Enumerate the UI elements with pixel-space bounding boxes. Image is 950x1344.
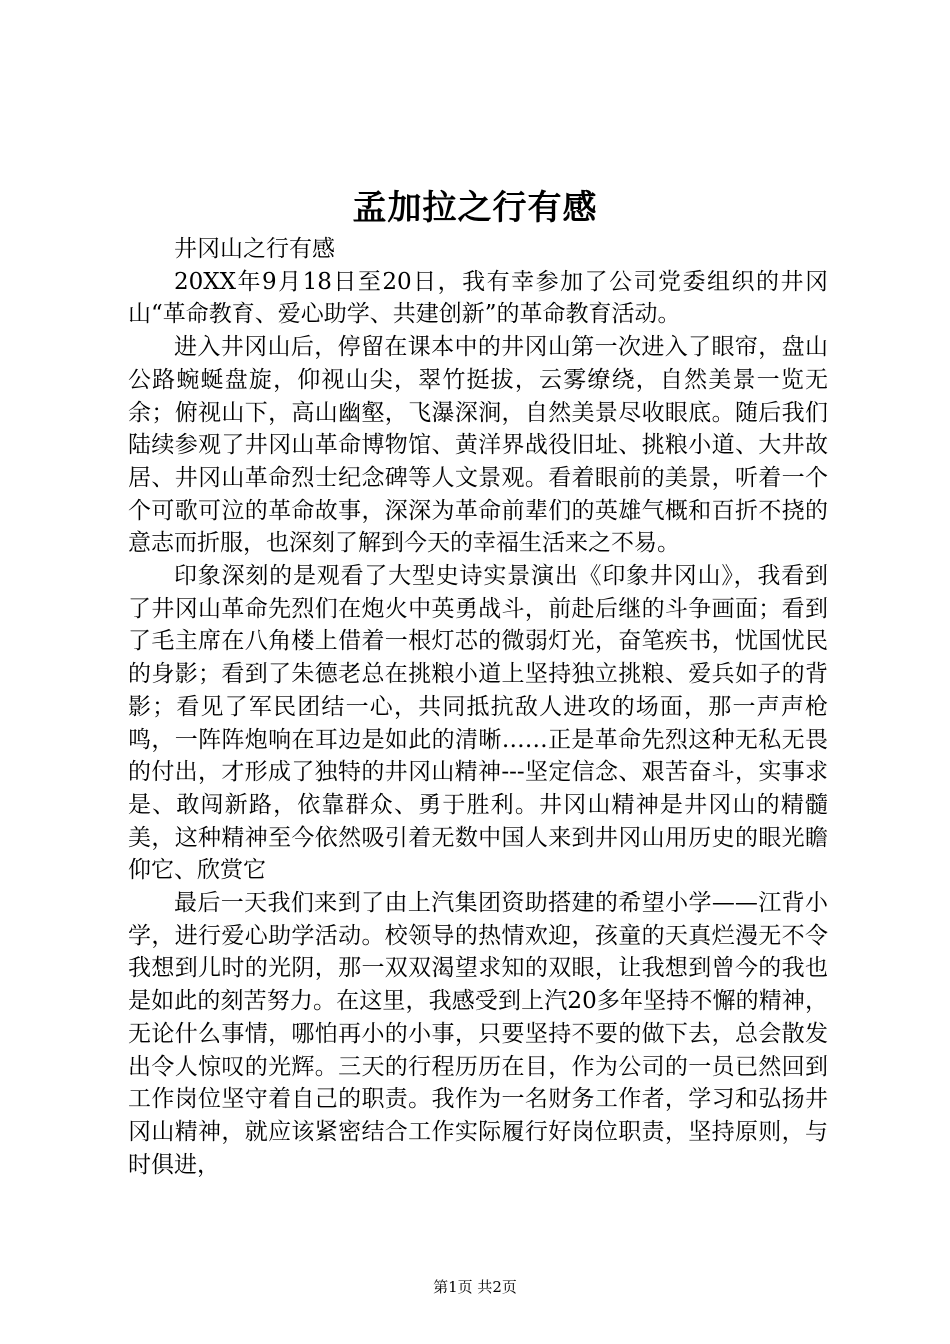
paragraph: 最后一天我们来到了由上汽集团资助搭建的希望小学——江背小学，进行爱心助学活动。校领导的热情欢迎，孩童的天真烂漫无不令我想到儿时的光阴，那一双双渴望求知的双眼，让我想到曾今的我也是如此的刻苦努力。在这里，我感受到上汽20多年坚持不懈的精神，无论什么事情，哪怕再小的小事，只要坚持不要的做下去，总会散发出令人惊叹的光辉。三天的行程历历在目，作为公司的一员已然回到工作岗位坚守着自己的职责。我作为一名财务工作者，学习和弘扬井冈山精神，就应该紧密结合工作实际履行好岗位职责，坚持原则，与时俱进， bbox=[128, 890, 828, 1178]
paragraph: 进入井冈山后，停留在课本中的井冈山第一次进入了眼帘，盘山公路蜿蜒盘旋，仰视山尖，翠竹挺拔，云雾缭绕，自然美景一览无余；俯视山下，高山幽壑，飞瀑深涧，自然美景尽收眼底。随后我们陆续参观了井冈山革命博物馆、黄洋界战役旧址、挑粮小道、大井故居、井冈山革命烈士纪念碑等人文景观。看着眼前的美景，听着一个个可歌可泣的革命故事，深深为革命前辈们的英雄气概和百折不挠的意志而折服，也深刻了解到今天的幸福生活来之不易。 bbox=[128, 334, 828, 557]
paragraph-subtitle: 井冈山之行有感 bbox=[174, 236, 335, 262]
paragraph: 印象深刻的是观看了大型史诗实景演出《印象井冈山》，我看到了井冈山革命先烈们在炮火中英勇战斗，前赴后继的斗争画面；看到了毛主席在八角楼上借着一根灯芯的微弱灯光，奋笔疾书，忧国忧民的身影；看到了朱德老总在挑粮小道上坚持独立挑粮、爱兵如子的背影；看见了军民团结一心，共同抵抗敌人进攻的场面，那一声声枪鸣，一阵阵炮响在耳边是如此的清晰……正是革命先烈这种无私无畏的付出，才形成了独特的井冈山精神---坚定信念、艰苦奋斗，实事求是、敢闯新路，依靠群众、勇于胜利。井冈山精神是井冈山的精髓美，这种精神至今依然吸引着无数中国人来到井冈山用历史的眼光瞻仰它、欣赏它 bbox=[128, 563, 828, 884]
paragraph: 20XX年9月18日至20日，我有幸参加了公司党委组织的井冈山“革命教育、爱心助学、共建创新”的革命教育活动。 bbox=[128, 268, 828, 328]
page-footer: 第1页 共2页 bbox=[433, 1278, 517, 1296]
document-title: 孟加拉之行有感 bbox=[352, 188, 598, 228]
document-body bbox=[128, 233, 828, 1181]
